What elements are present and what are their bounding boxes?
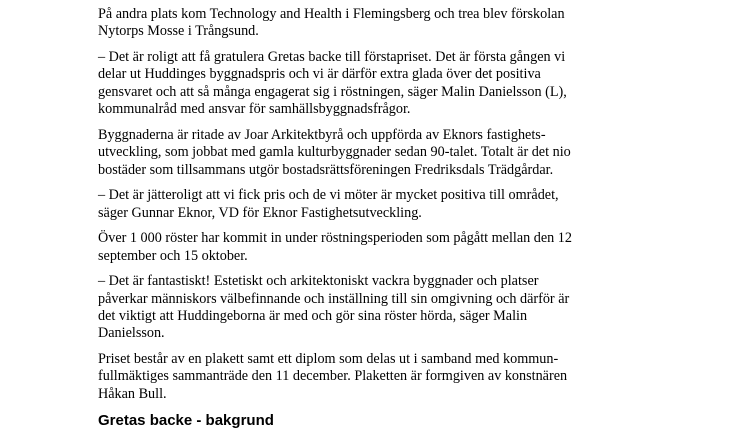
- paragraph-quote-fantastic: [98, 273, 618, 343]
- text-line: det viktigt att Huddingeborna är med och gör sina röster hörda, säger Malin: [98, 308, 528, 325]
- text-line: På andra plats kom Technology and Health i Flemingsberg och trea blev förskolan: [98, 6, 565, 22]
- text-line: Danielsson.: [98, 325, 165, 342]
- paragraph-votes: [98, 230, 618, 265]
- text-line: Byggnaderna är ritade av Joar Arkitektbyrå och uppförda av Eknors fastighets-: [98, 126, 546, 143]
- paragraph-prize: [98, 351, 618, 403]
- text-line: delar ut Huddinges byggnadspris och vi är därför extra glada över det positiva: [98, 66, 541, 83]
- document-page: [98, 6, 618, 430]
- paragraph-architects: [98, 127, 618, 179]
- text-line: – Det är roligt att få gratulera Gretas backe till förstapriset. Det är första gången vi: [98, 49, 566, 65]
- paragraph-quote-eknor: [98, 187, 618, 222]
- paragraph-quote-danielsson: [98, 49, 618, 119]
- text-line: påverkar människors välbefinnande och inställning till sin omgivning och därför är: [98, 290, 570, 307]
- text-line: gensvaret och att så många engagerat sig i röstningen, säger Malin Danielsson (L),: [98, 83, 567, 100]
- text-line: – Det är fantastiskt! Estetiskt och arkitektoniskt vackra byggnader och platser: [98, 273, 539, 290]
- paragraph-second-place: [98, 6, 618, 41]
- text-line: Nytorps Mosse i Trångsund.: [98, 23, 259, 40]
- text-line: bostäder som tillsammans utgör bostadsrättsföreningen Fredriksdals Trädgårdar.: [98, 161, 554, 178]
- text-line: kommunalråd med ansvar för samhällsbyggnadsfrågor.: [98, 101, 411, 118]
- text-line: september och 15 oktober.: [98, 247, 248, 264]
- text-line: Över 1 000 röster har kommit in under röstningsperioden som pågått mellan den 12: [98, 230, 572, 247]
- text-line: Priset består av en plakett samt ett diplom som delas ut i samband med kommun-: [98, 351, 559, 368]
- text-line: utveckling, som jobbat med gamla kulturbyggnader sedan 90-talet. Totalt är det nio: [98, 144, 571, 161]
- text-line: Håkan Bull.: [98, 385, 167, 402]
- text-line: fullmäktiges sammanträde den 11 december. Plaketten är formgiven av konstnären: [98, 368, 568, 385]
- text-line: – Det är jätteroligt att vi fick pris och de vi möter är mycket positiva till området,: [98, 187, 559, 204]
- section-heading: Gretas backe - bakgrund: [98, 412, 274, 430]
- text-line: säger Gunnar Eknor, VD för Eknor Fastighetsutveckling.: [98, 204, 422, 221]
